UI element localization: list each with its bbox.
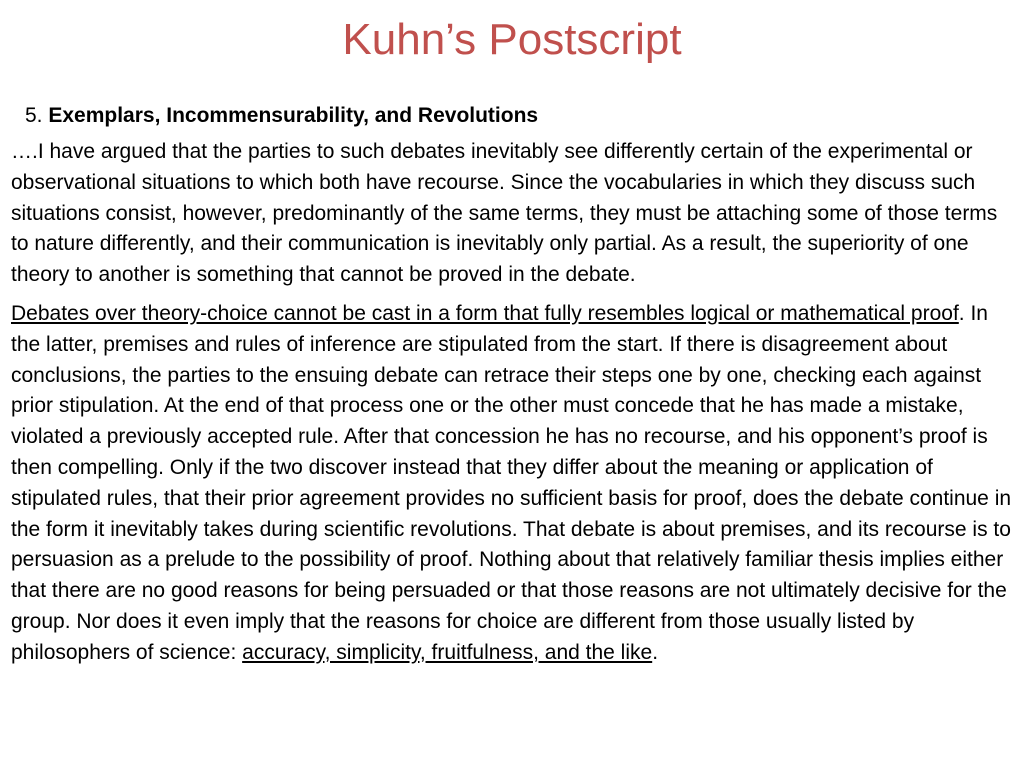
- underlined-claim: Debates over theory-choice cannot be cast in a form that fully resembles logical or mathematical proof: [11, 301, 959, 325]
- section-number: 5.: [25, 104, 49, 127]
- section-heading: [25, 102, 538, 130]
- slide-title: Kuhn’s Postscript: [342, 15, 682, 64]
- paragraph-2-body: . In the latter, premises and rules of inference are stipulated from the start. If there is disagreement about conclusions, the parties to the ensuing debate can retrace their steps one by one, checking each against prior stipulation. At the end of that process one or the other must concede that he has made a mistake, violated a previously accepted rule. After that concession he has no recourse, and his opponent’s proof is then compelling. Only if the two discover instead that they differ about the meaning or application of stipulated rules, that their prior agreement provides no sufficient basis for proof, does the debate continue in the form it inevitably takes during scientific revolutions. That debate is about premises, and its recourse is to persuasion as a prelude to the possibility of proof. Nothing about that relatively familiar thesis implies either that there are no good reasons for being persuaded or that those reasons are not ultimately decisive for the group. Nor does it even imply that the reasons for choice are different from those usually listed by philosophers of science:: [11, 301, 1012, 664]
- paragraph-2-end: .: [652, 640, 659, 664]
- section-title: Exemplars, Incommensurability, and Revolutions: [48, 104, 539, 127]
- paragraph-1: ….I have argued that the parties to such debates inevitably see differently certain of the experimental or observational situations to which both have recourse. Since the vocabularies in which they discuss such situations consist, however, predominantly of the same terms, they must be attaching some of those terms to nature differently, and their communication is inevitably only partial. As a result, the superiority of one theory to another is something that cannot be proved in the debate.: [11, 140, 998, 287]
- underlined-criteria: accuracy, simplicity, fruitfulness, and the like: [242, 640, 653, 664]
- paragraph-2: [11, 299, 1016, 669]
- quote-body: [11, 137, 1016, 669]
